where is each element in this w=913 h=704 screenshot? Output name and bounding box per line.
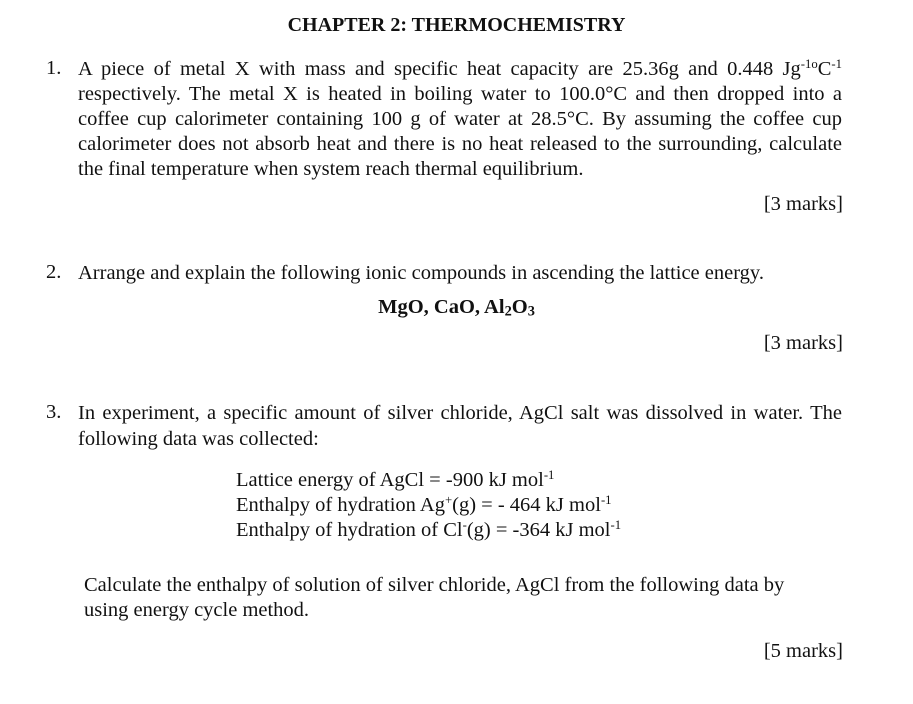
data-item-lattice-energy <box>236 468 554 493</box>
superscript: - <box>462 518 467 533</box>
data-text: Lattice energy of AgCl = -900 kJ mol <box>236 469 544 491</box>
subscript: 2 <box>504 303 512 320</box>
compound-text: O <box>511 296 528 318</box>
page-title: CHAPTER 2: THERMOCHEMISTRY <box>287 14 626 36</box>
compound-text: MgO, CaO, Al <box>378 296 505 318</box>
compound-list <box>0 296 913 319</box>
q1-line-5: the final temperature when system reach thermal equilibrium. <box>78 158 584 180</box>
q1-text: A piece of metal X with mass and specific heat capacity are 25.36g and 0.448 Jg <box>78 58 801 80</box>
unit-text: C <box>817 58 832 80</box>
q3-line-2: following data was collected: <box>78 428 319 450</box>
data-text: Enthalpy of hydration of Cl <box>236 519 463 541</box>
q3-calc-line-1: Calculate the enthalpy of solution of silver chloride, AgCl from the following data by <box>84 574 785 596</box>
question-number: 2. <box>46 261 62 283</box>
question-number: 3. <box>46 401 62 423</box>
data-item-hydration-ag <box>236 493 612 518</box>
q1-line-3: coffee cup calorimeter containing 100 g of water at 28.5°C. By assuming the coffee cup <box>78 108 842 130</box>
data-text: (g) = - 464 kJ mol <box>452 494 601 516</box>
superscript: -1o <box>800 57 818 72</box>
marks-label: [3 marks] <box>763 332 843 354</box>
data-text: (g) = -364 kJ mol <box>466 519 611 541</box>
q1-line-2: respectively. The metal X is heated in boiling water to 100.0°C and then dropped into a <box>78 83 842 105</box>
marks-label: [3 marks] <box>763 193 843 215</box>
superscript: -1 <box>610 518 622 533</box>
superscript: -1 <box>600 493 612 508</box>
q3-line-1: In experiment, a specific amount of silver chloride, AgCl salt was dissolved in water. The <box>78 402 842 424</box>
q1-line-1 <box>78 57 842 82</box>
superscript: -1 <box>543 468 555 483</box>
q3-calc-line-2: using energy cycle method. <box>84 599 310 621</box>
superscript: + <box>444 493 453 508</box>
question-number: 1. <box>46 57 62 79</box>
marks-label: [5 marks] <box>763 640 843 662</box>
superscript: -1 <box>831 57 842 72</box>
q2-line-1: Arrange and explain the following ionic compounds in ascending the lattice energy. <box>78 262 764 284</box>
subscript: 3 <box>527 303 535 320</box>
data-item-hydration-cl <box>236 518 621 543</box>
data-text: Enthalpy of hydration Ag <box>236 494 445 516</box>
q1-line-4: calorimeter does not absorb heat and there is no heat released to the surrounding, calculate <box>78 133 842 155</box>
